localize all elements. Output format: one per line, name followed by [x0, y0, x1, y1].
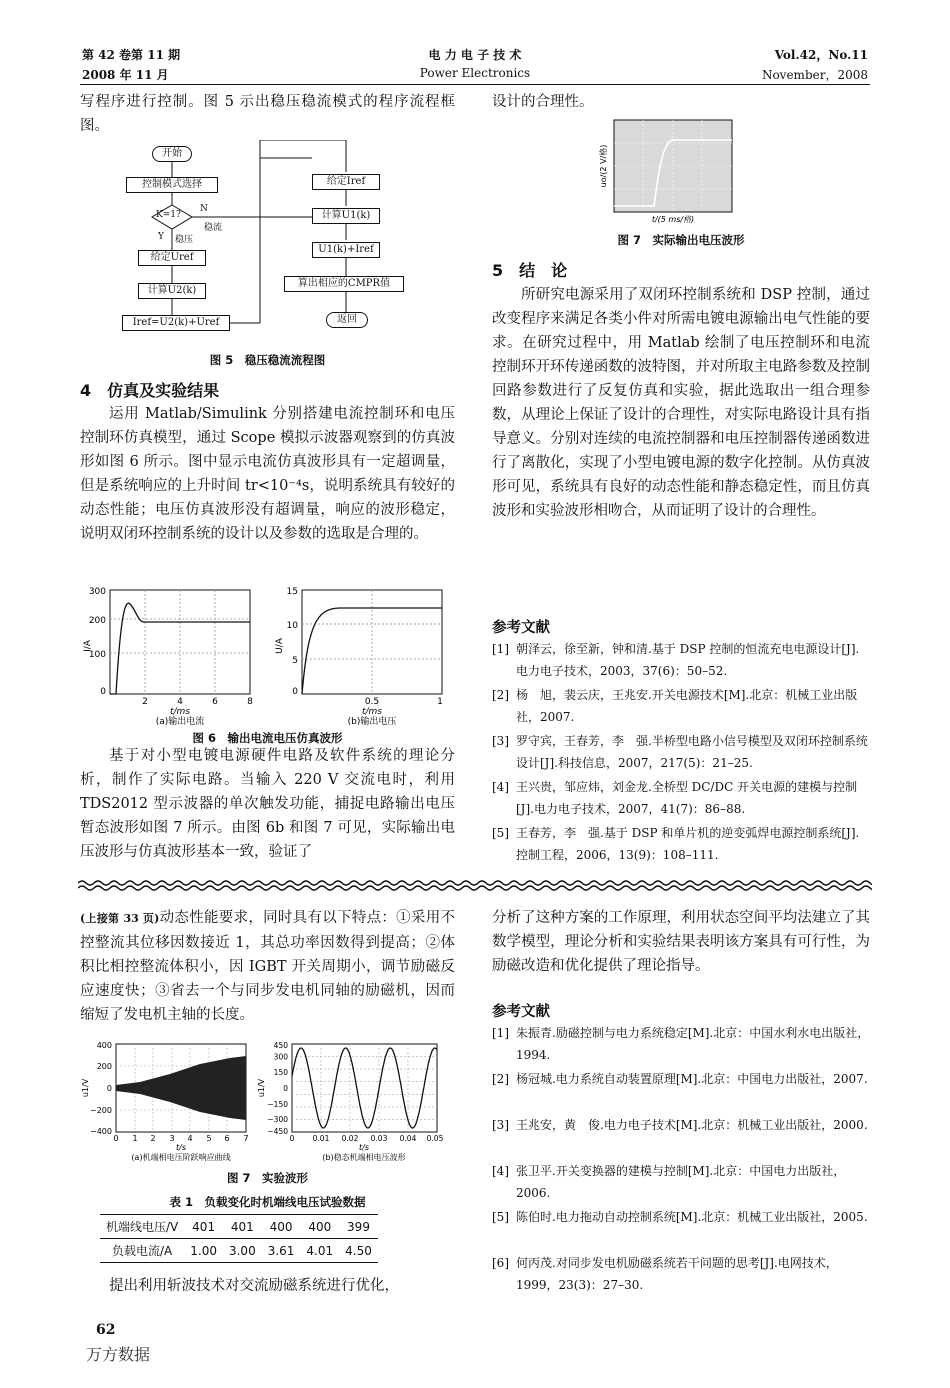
lowfig7a-envelope [116, 1056, 246, 1120]
reference-item [492, 684, 870, 730]
flow-u1-plus: U1(k)+Iref [312, 242, 380, 258]
flow-mode-select: 控制模式选择 [126, 177, 218, 193]
lower-figure-7 [80, 1040, 455, 1165]
reference-number: [4] [492, 1164, 509, 1178]
reference-text: 王兆安，黄 俊.电力电子技术[M].北京：机械工业出版社，2000. [516, 1118, 868, 1132]
flow-iref-formula: Iref=U2(k)+Uref [122, 315, 230, 331]
table-cell: 3.61 [262, 1239, 301, 1263]
fig6a-xtick: 2 [142, 697, 148, 707]
fig6b-sublabel: (b)输出电压 [347, 717, 397, 727]
fig6a-ytick: 300 [88, 587, 106, 597]
table-cell: 1.00 [184, 1239, 223, 1263]
page-number: 62 [96, 1322, 116, 1338]
header-issue: 第 42 卷第 11 期 [82, 48, 181, 62]
figure-6 [80, 586, 455, 736]
table-cell: 401 [184, 1215, 223, 1239]
watermark: 万方数据 [86, 1345, 151, 1364]
header-volume: Vol.42，No.11 [774, 48, 868, 62]
fig6b-ytick: 15 [286, 587, 298, 597]
lowfig7b-frame [292, 1044, 437, 1132]
fig6a-xtick: 8 [247, 697, 253, 707]
table-1-caption: 表 1 负载变化时机端线电压试验数据 [169, 1195, 366, 1209]
reference-number: [1] [492, 642, 509, 656]
reference-text: 罗守宾，王春芳，李 强.半桥型电路小信号模型及双闭环控制系统设计[J].科技信息，2007，217(5)：21–25. [516, 734, 868, 770]
table-row-label: 负载电流/A [100, 1239, 184, 1263]
conclusion-paragraph: 所研究电源采用了双闭环控制系统和 DSP 控制，通过改变程序来满足各类小件对所需电镀电源输出电气性能的要求。在研究过程中，用 Matlab 绘制了电压控制环和电流控制环开环传递函数的波特图，并对所取主电路参数及控制回路参数进行了反复仿真和实验，据此选取出一组合理参数，从理论上保证了设计的合理性，对实际电路设计具有指导意义。分别对连续的电流控制器和电压控制器传递函数进行了离散化，实现了小型电镀电源的数字化控制。从仿真波形可见，系统具有良好的动态性能和静态稳定性，而且仿真波形和实验波形相吻合，从而证明了设计的合理性。 [492, 287, 870, 519]
fig6b-xtick: 0.5 [364, 697, 380, 707]
lowfig7b-xtick: 0.02 [341, 1134, 359, 1143]
reference-text: 陈伯时.电力拖动自动控制系统[M].北京：机械工业出版社，2005. [516, 1210, 868, 1224]
lowfig7b-xtick: 0.01 [312, 1134, 330, 1143]
reference-item [492, 1114, 870, 1160]
lowfig7b-xtick: 0.04 [399, 1134, 417, 1143]
table-row [100, 1239, 378, 1263]
lower-left-paragraph-text: 动态性能要求，同时具有以下特点：①采用不控整流其位移因数接近 1，其总功率因数得到提高；②体积比相控整流体积小，因 IGBT 开关周期小，调节励磁反应速度快；③省去一个与同步发电机同轴的励磁机，因而缩短了发电机主轴的长度。 [80, 910, 455, 1023]
separator-wave-top [78, 881, 872, 885]
reference-text: 杨冠城.电力系统自动装置原理[M].北京：中国电力出版社，2007. [516, 1072, 868, 1086]
reference-item [492, 1022, 870, 1068]
reference-text: 朱振青.励磁控制与电力系统稳定[M].北京：中国水利水电出版社，1994. [516, 1026, 870, 1062]
lowfig7b-ytick: −150 [267, 1100, 288, 1109]
flow-n-label: N [200, 204, 208, 214]
fig7-ylabel: uo/(2 V/格) [599, 144, 608, 188]
references-title: 参考文献 [492, 620, 550, 636]
fig6a-sublabel: (a)输出电流 [155, 717, 205, 727]
reference-number: [5] [492, 826, 509, 840]
reference-text: 杨 旭，裴云庆，王兆安.开关电源技术[M].北京：机械工业出版社，2007. [516, 688, 858, 724]
lowfig7b-ytick: −450 [267, 1127, 288, 1136]
figure-6-caption: 图 6 输出电流电压仿真波形 [192, 731, 343, 745]
lower-references-title: 参考文献 [492, 1004, 550, 1020]
flow-calc-u2: 计算U2(k) [138, 283, 206, 299]
lowfig7a-xtick: 4 [187, 1134, 193, 1143]
lowfig7a-xtick: 6 [224, 1134, 230, 1143]
fig6a-ytick: 0 [100, 687, 106, 697]
flow-decision: K=1? [156, 210, 181, 220]
section-4-paragraph-1: 运用 Matlab/Simulink 分别搭建电流控制环和电压控制环仿真模型，通过 Scope 模拟示波器观察到的仿真波形如图 6 所示。图中显示电流仿真波形具有一定超调量，但是系统响应的上升时间 tr<10⁻⁴s，说明系统具有较好的动态性能；电压仿真波形没有超调量，响应的波形稳定，说明双闭环控制系统的设计以及参数的选取是合理的。 [80, 406, 455, 542]
fig6a-xtick: 6 [212, 697, 218, 707]
header-month: November，2008 [761, 68, 868, 82]
reference-number: [2] [492, 688, 509, 702]
fig6a-current-curve [110, 603, 250, 694]
lower-left-paragraph-1 [80, 906, 455, 1027]
header-rule [80, 84, 870, 85]
table-cell: 3.00 [223, 1239, 262, 1263]
intro-paragraph: 写程序进行控制。图 5 示出稳压稳流模式的程序流程框图。 [80, 94, 455, 134]
lowfig7b-xlabel: t/s [359, 1143, 369, 1152]
right-continuation: 设计的合理性。 [492, 94, 594, 110]
table-row [100, 1215, 378, 1239]
flow-set-iref: 给定Iref [312, 174, 380, 190]
lowfig7a-xtick: 7 [243, 1134, 249, 1143]
lowfig7a-ytick: 400 [96, 1041, 112, 1050]
continued-from-label: (上接第 33 页) [80, 912, 160, 925]
lowfig7a-xtick: 5 [206, 1134, 212, 1143]
lowfig7a-ytick: 200 [96, 1062, 112, 1071]
section-4-paragraph-2: 基于对小型电镀电源硬件电路及软件系统的理论分析，制作了实际电路。当输入 220 V 交流电时，利用 TDS2012 型示波器的单次触发功能，捕捉电路输出电压暂态波形如图 7 所示。由图 6b 和图 7 可见，实际输出电压波形与仿真波形基本一致，验证了 [80, 748, 455, 860]
reference-text: 王兴贵，邹应炜，刘金龙.全桥型 DC/DC 开关电源的建模与控制[J].电力电子技术，2007，41(7)：86–88. [516, 780, 858, 816]
lower-figure-7-caption: 图 7 实验波形 [226, 1171, 308, 1185]
fig6a-ylabel: I/A [83, 640, 93, 652]
table-row-label: 机端线电压/V [100, 1215, 184, 1239]
fig6a-xlabel: t/ms [169, 707, 191, 717]
lowfig7b-xtick: 0.03 [370, 1134, 388, 1143]
reference-text: 何丙茂.对同步发电机励磁系统若干问题的思考[J].电网技术，1999，23(3)：27–30. [516, 1256, 838, 1292]
lowfig7a-ytick: 0 [106, 1084, 112, 1093]
reference-number: [1] [492, 1026, 509, 1040]
header-journal-cn: 电 力 电 子 技 术 [428, 48, 522, 62]
flow-steady-voltage: 稳压 [175, 235, 194, 245]
reference-number: [3] [492, 734, 509, 748]
reference-text: 朝泽云，徐至新，钟和清.基于 DSP 控制的恒流充电电源设计[J].电力电子技术，2003，37(6)：50–52. [516, 642, 860, 678]
lowfig7a-xtick: 2 [150, 1134, 156, 1143]
fig6a-xtick: 4 [177, 697, 183, 707]
lowfig7b-sine-wave [292, 1048, 437, 1128]
section-5-title: 5 结 论 [492, 261, 568, 280]
lowfig7a-xtick: 1 [132, 1134, 138, 1143]
table-cell: 4.50 [339, 1239, 378, 1263]
table-cell: 399 [339, 1215, 378, 1239]
reference-number: [2] [492, 1072, 509, 1086]
reference-item [492, 1160, 870, 1206]
lowfig7b-ytick: 300 [273, 1052, 288, 1062]
lowfig7b-sublabel: (b)稳态机端相电压波形 [322, 1153, 406, 1162]
flow-set-uref: 给定Uref [138, 250, 206, 266]
lowfig7a-xtick: 0 [113, 1134, 119, 1143]
lower-reference-list [492, 1022, 870, 1298]
reference-item [492, 1206, 870, 1252]
fig6a-ytick: 100 [88, 650, 106, 660]
fig6a-ytick: 200 [88, 616, 106, 626]
fig6b-xtick: 1 [437, 697, 443, 707]
flow-start: 开始 [152, 146, 192, 162]
lowfig7b-xtick: 0 [289, 1134, 295, 1143]
table-cell: 401 [223, 1215, 262, 1239]
lower-right-paragraph: 分析了这种方案的工作原理，利用状态空间平均法建立了其数学模型，理论分析和实验结果表明该方案具有可行性，为励磁改造和优化提供了理论指导。 [492, 910, 870, 974]
table-1 [100, 1214, 378, 1263]
lowfig7a-sublabel: (a)机端相电压阶跃响应曲线 [131, 1153, 231, 1162]
reference-item [492, 730, 870, 776]
header-journal-en: Power Electronics [419, 66, 531, 80]
lowfig7b-ytick: 0 [283, 1084, 288, 1093]
flow-calc-u1: 计算U1(k) [312, 208, 380, 224]
flow-y-label: Y [158, 232, 164, 242]
lowfig7a-xlabel: t/s [176, 1143, 186, 1152]
lower-left-paragraph-2: 提出利用斩波技术对交流励磁系统进行优化， [109, 1278, 399, 1294]
flow-return: 返回 [326, 312, 368, 328]
reference-number: [4] [492, 780, 509, 794]
lowfig7a-ytick: −200 [90, 1106, 112, 1115]
lowfig7a-ylabel: u1/V [81, 1078, 90, 1098]
reference-list [492, 638, 870, 868]
fig6b-ytick: 0 [292, 687, 298, 697]
figure-7-caption: 图 7 实际输出电压波形 [617, 233, 745, 247]
section-4-title: 4 仿真及实验结果 [80, 381, 220, 400]
lowfig7a-xtick: 3 [169, 1134, 175, 1143]
reference-item [492, 1252, 870, 1298]
fig7-xlabel: t/(5 ms/格) [651, 215, 695, 224]
reference-number: [6] [492, 1256, 509, 1270]
separator-wave-bottom [78, 886, 872, 890]
table-cell: 4.01 [300, 1239, 339, 1263]
flow-cmpr: 算出相应的CMPR值 [284, 276, 404, 292]
fig6b-xlabel: t/ms [361, 707, 383, 717]
figure-5-caption: 图 5 稳压稳流流程图 [209, 353, 326, 367]
reference-text: 张卫平.开关变换器的建模与控制[M].北京：中国电力出版社，2006. [516, 1164, 846, 1200]
lowfig7b-ylabel: u1/V [257, 1078, 266, 1098]
fig6b-ytick: 10 [286, 621, 298, 631]
article-separator [78, 878, 872, 892]
reference-number: [3] [492, 1118, 509, 1132]
reference-item [492, 638, 870, 684]
reference-item [492, 822, 870, 868]
header-date: 2008 年 11 月 [82, 68, 169, 82]
reference-text: 王春芳，李 强.基于 DSP 和单片机的逆变弧焊电源控制系统[J].控制工程，2006，13(9)：108–111. [516, 826, 860, 862]
fig6b-ytick: 5 [292, 656, 298, 666]
reference-item [492, 776, 870, 822]
lowfig7b-ytick: 150 [273, 1068, 288, 1077]
lowfig7b-xtick: 0.05 [426, 1134, 444, 1143]
table-cell: 400 [300, 1215, 339, 1239]
lowfig7a-ytick: −400 [90, 1127, 112, 1136]
figure-5-flowchart [100, 140, 440, 365]
reference-item [492, 1068, 870, 1114]
lowfig7b-ytick: 450 [273, 1041, 288, 1050]
reference-number: [5] [492, 1210, 509, 1224]
lowfig7b-ytick: −300 [267, 1115, 288, 1124]
flow-steady-current: 稳流 [204, 223, 223, 233]
fig6b-ylabel: U/A [275, 638, 285, 654]
table-cell: 400 [262, 1215, 301, 1239]
figure-7-oscilloscope [592, 116, 742, 226]
